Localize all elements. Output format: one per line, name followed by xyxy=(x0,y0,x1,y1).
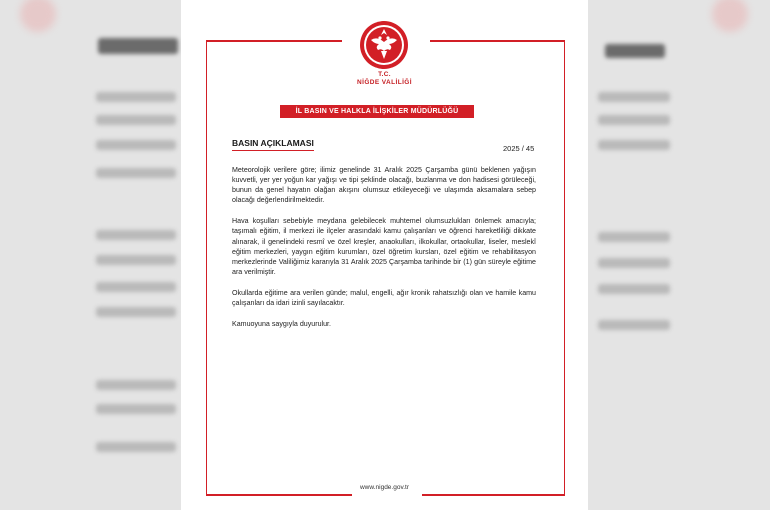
bg-line xyxy=(96,230,176,240)
bg-line xyxy=(96,282,176,292)
bg-line xyxy=(96,404,176,414)
bg-heading xyxy=(98,38,178,54)
org-line-governorship: NİĞDE VALİLİĞİ xyxy=(357,79,412,86)
bg-line xyxy=(96,442,176,452)
bg-line xyxy=(96,92,176,102)
paragraph: Kamuoyuna saygıyla duyurulur. xyxy=(232,320,331,329)
bg-logo-right xyxy=(712,0,748,32)
bg-line xyxy=(96,307,176,317)
bg-line xyxy=(598,320,670,330)
nigde-governorship-emblem-icon xyxy=(359,20,409,70)
bg-line xyxy=(598,92,670,102)
unit-banner: İL BASIN VE HALKLA İLİŞKİLER MÜDÜRLÜĞÜ xyxy=(280,105,474,118)
paragraph: Okullarda eğitime ara verilen günde; malul, engelli, ağır kronik rahatsızlığı olan ve hamile kamu çalışanları da idari izinli sayılacaktır. xyxy=(232,288,536,308)
paragraph: Meteorolojik verilere göre; ilimiz genelinde 31 Aralık 2025 Çarşamba günü beklenen yağışın kuvvetli, yer yer yoğun kar yağışı ve tipi şeklinde olacağı, buzlanma ve don hadisesi görüleceği, bunun da genel hayatın olağan akışını olumsuz etkileyeceği ve ulaşımda aksamalara sebep olacağı değerlendirilmektedir. xyxy=(232,166,536,205)
bg-line xyxy=(598,115,670,125)
org-line-tc: T.C. xyxy=(378,71,391,78)
bg-logo-left xyxy=(20,0,56,32)
bg-line xyxy=(96,115,176,125)
bg-number xyxy=(605,44,665,58)
bg-line xyxy=(598,140,670,150)
footer-website: www.nigde.gov.tr xyxy=(359,484,409,491)
paragraph: Hava koşulları sebebiyle meydana gelebilecek muhtemel olumsuzlukları önlemek amacıyla; taşımalı eğitim, il merkezi ile ilçeler arasındaki kamu çalışanları ve öğrenci hareketliliği dikkate alınarak, il genelindeki resmî ve özel kreşler, anaokulları, ilkokullar, ortaokullar, liseler, meslekî eğitim merkezleri, yaygın eğitim kurumları, özel öğretim kursları, özel eğitim ve rehabilitasyon merkezlerinde Valiliğimiz kararıyla 31 Aralık 2025 Çarşamba tarihinde bir (1) gün süreyle eğitime ara verilmiştir. xyxy=(232,217,536,276)
bg-line xyxy=(96,255,176,265)
document-body xyxy=(232,165,536,340)
bg-line xyxy=(598,284,670,294)
bg-line xyxy=(96,140,176,150)
bg-line xyxy=(96,168,176,178)
document-number: 2025 / 45 xyxy=(503,144,535,153)
bg-line xyxy=(598,232,670,242)
bg-line xyxy=(96,380,176,390)
bg-line xyxy=(598,258,670,268)
press-release-page xyxy=(181,0,588,510)
document-heading: BASIN AÇIKLAMASI xyxy=(232,138,314,151)
